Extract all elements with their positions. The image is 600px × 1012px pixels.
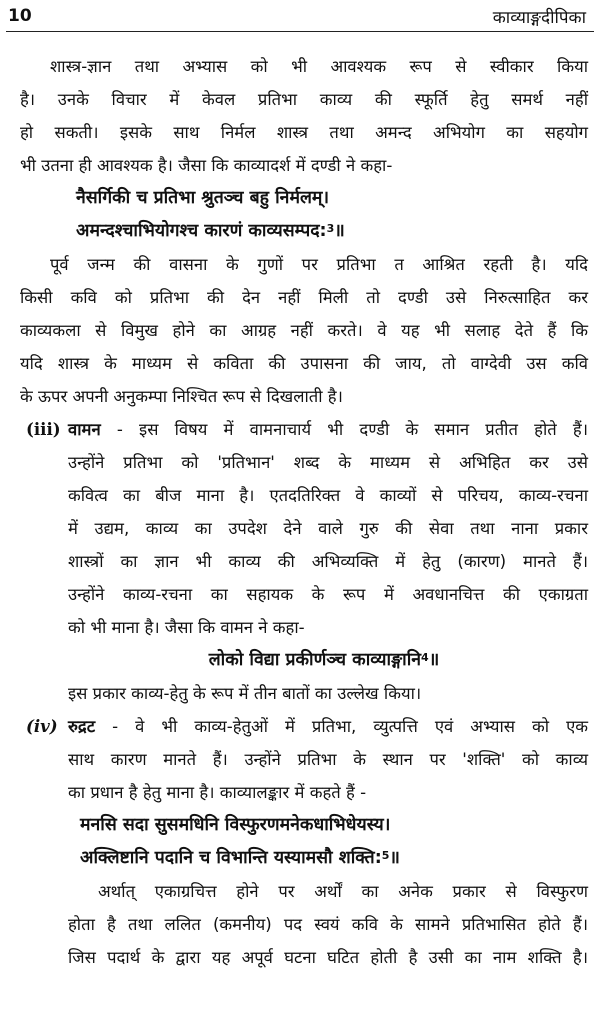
page-header bbox=[0, 0, 600, 36]
text-line: में उद्यम, काव्य का उपदेश देने वाले गुरु की सेवा तथा नाना प्रकार bbox=[68, 519, 588, 538]
text-line: होता है तथा ललित (कमनीय) पद स्वयं कवि के सामने प्रतिभासित होते हैं। bbox=[68, 915, 588, 934]
text-line: का प्रधान है हेतु माना है। काव्यालङ्कार में कहते हैं - bbox=[68, 783, 367, 802]
footnote-marker: 5 bbox=[381, 849, 390, 862]
section-marker: (iv) bbox=[26, 716, 58, 736]
text-line: शास्त्रों का ज्ञान भी काव्य की अभिव्यक्ति में हेतु (कारण) मानते हैं। bbox=[68, 552, 588, 571]
verse-line bbox=[20, 215, 588, 248]
footnote-marker: 3 bbox=[326, 222, 335, 235]
text-line: जिस पदार्थ के द्वारा यह अपूर्व घटना घटित होती है उसी का नाम शक्ति है। bbox=[68, 948, 588, 967]
page-body bbox=[20, 50, 588, 974]
text-line: काव्यकला से विमुख होने का आग्रह नहीं करते। वे यह भी सलाह देते हैं कि bbox=[20, 321, 588, 340]
text-line: कवित्व का बीज माना है। एतदतिरिक्त वे काव्यों से परिचय, काव्य-रचना bbox=[68, 486, 588, 505]
verse-text: मनसि सदा सुसमधिनि विस्फुरणमनेकधाभिधेयस्य। bbox=[80, 815, 391, 835]
running-title: काव्याङ्गदीपिका bbox=[492, 8, 586, 28]
text-line: इस प्रकार काव्य-हेतु के रूप में तीन बातों का उल्लेख किया। bbox=[68, 684, 422, 703]
text-line: यदि शास्त्र के माध्यम से कविता की उपासना की जाय, तो वाग्देवी उस कवि bbox=[20, 354, 588, 373]
section-text: - वे भी काव्य-हेतुओं में प्रतिभा, व्युत्पत्ति एवं अभ्यास को एक bbox=[95, 717, 588, 736]
section-term: वामन bbox=[68, 420, 101, 439]
verse-text: अक्लिष्टानि पदानि च विभान्ति यस्यामसौ शक्ति: bbox=[80, 848, 382, 868]
verse-end: ॥ bbox=[428, 650, 440, 670]
text-line: उन्होंने प्रतिभा को 'प्रतिभान' शब्द के माध्यम से अभिहित कर उसे bbox=[68, 453, 588, 472]
section-heading-line bbox=[20, 710, 588, 743]
text-line: अर्थात् एकाग्रचित्त होने पर अर्थों का अनेक प्रकार से विस्फुरण bbox=[98, 882, 588, 901]
text-line: किसी कवि को प्रतिभा की देन नहीं मिली तो दण्डी उसे निरुत्साहित कर bbox=[20, 288, 588, 307]
section-heading-line bbox=[20, 413, 588, 446]
verse-text: अमन्दश्चाभियोगश्च कारणं काव्यसम्पद: bbox=[76, 221, 327, 241]
page-number: 10 bbox=[8, 6, 32, 26]
section-marker: (iii) bbox=[26, 419, 61, 439]
text-line: पूर्व जन्म की वासना के गुणों पर प्रतिभा त आश्रित रहती है। यदि bbox=[50, 255, 588, 274]
section-term: रुद्रट bbox=[68, 717, 96, 736]
verse-line bbox=[20, 182, 588, 215]
verse-end: ॥ bbox=[389, 848, 400, 868]
text-line: भी उतना ही आवश्यक है। जैसा कि काव्यादर्श में दण्डी ने कहा- bbox=[20, 156, 393, 175]
footnote-marker: 4 bbox=[421, 651, 429, 664]
text-line: है। उनके विचार में केवल प्रतिभा काव्य की स्फूर्ति हेतु समर्थ नहीं bbox=[20, 90, 588, 109]
text-line: उन्होंने काव्य-रचना का सहायक के रूप में अवधानचित्त की एकाग्रता bbox=[68, 585, 588, 604]
section-text: - इस विषय में वामनाचार्य भी दण्डी के समान प्रतीत होते हैं। bbox=[100, 420, 588, 439]
verse-line bbox=[20, 809, 588, 842]
text-line: के ऊपर अपनी अनुकम्पा निश्चित रूप से दिखलाती है। bbox=[20, 387, 343, 406]
verse-end: ॥ bbox=[334, 221, 345, 241]
text-line: को भी माना है। जैसा कि वामन ने कहा- bbox=[68, 618, 305, 637]
verse-text: लोको विद्या प्रकीर्णञ्च काव्याङ्गानि bbox=[208, 650, 422, 670]
text-line: साथ कारण मानते हैं। उन्होंने प्रतिभा के स्थान पर 'शक्ति' को काव्य bbox=[68, 750, 588, 769]
verse-line bbox=[20, 644, 588, 677]
header-rule bbox=[6, 31, 594, 32]
text-line: हो सकती। इसके साथ निर्मल शास्त्र तथा अमन्द अभियोग का सहयोग bbox=[20, 123, 588, 142]
text-line: शास्त्र-ज्ञान तथा अभ्यास को भी आवश्यक रूप से स्वीकार किया bbox=[50, 57, 588, 76]
verse-text: नैसर्गिकी च प्रतिभा श्रुतञ्च बहु निर्मलम्। bbox=[76, 188, 330, 208]
verse-line bbox=[20, 842, 588, 875]
